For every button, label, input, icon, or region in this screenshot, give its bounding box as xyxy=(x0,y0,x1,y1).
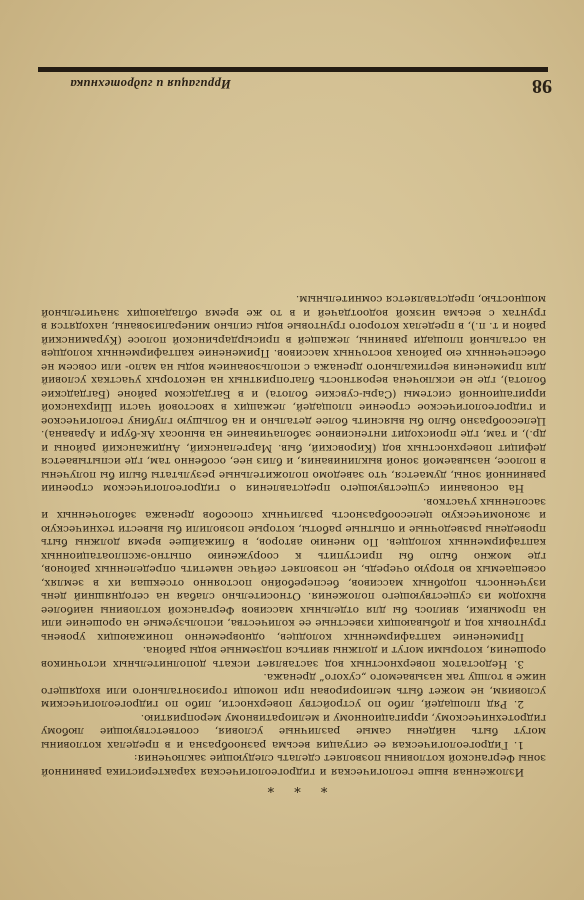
page-number: 98 xyxy=(532,75,552,97)
page-header xyxy=(36,76,552,98)
page-body xyxy=(41,104,546,794)
running-title: Ирригация и гидротехника xyxy=(70,77,231,91)
section-separator: * * * xyxy=(259,779,328,794)
header-thick-rule xyxy=(38,67,548,72)
body-paragraph: На основании существующего представления о гидрогеологическом строении равнинной зоны, думается, что заведомо положительные результаты были бы получены в полосе, называемой зоной выклинивания, и близ нее, особенно там, где испытывается дефицит поверхностных вод (Кировский, быв. Маргеланский, Андижанский районы и др.), и там, где происходит интенсивное заболачивание на выносах Ак-бури и Аравана). Целесообразно было бы выяснить более детально и на большую глубину геологическое и гидрогеологическое строение площадей, лежащих в хвостовой части Ширханской ирригационной системы (Сары-сувские болота) и в Багдадском районе (Багдадские болота), где не исключена вероятность благоприятных на некоторых участках условий для применения вертикального дренажа с использованием воды на мало- или совсем не обеспеченных ею районах восточных массивов. Применение каптафирменных колодцев на остальной площади равнины, лежащей в присырдарьинской полосе (Кураминский район и т. п.), в пределах которого грунтовые воды сильно минерализованы, находятся в грунтах с весьма низкой водоотдачей и в то же время обладающих значительной мощностью, представляется сомнительным. xyxy=(41,293,546,495)
conclusion-item-2: 2. Ряд площадей, либо по устройству поверхности, либо по гидрогеологическим условиям, не может быть мелиорирован при помощи горизонтального или входящего ниже в толщу так называемого „сухого“ дренажа. xyxy=(41,671,546,711)
intro-paragraph: Изложенная выше геологическая и гидрогеологическая характеристика равнинной зоны Ферганской котловины позволяет сделать следующие заключения: xyxy=(41,752,546,778)
conclusion-item-1: 1. Гидрогеологическая ее ситуация весьма разнообразна и в пределах котловины могут быть найдены самые различные условия, соответствующие любому гидротехническому, ирригационному и мелиоративному мероприятию. xyxy=(41,712,546,751)
body-paragraph: Применение каптафирменных колодцев, одновременно понижающих уровень грунтовых вод и добывающих известные ее количества, используемые на орошение или на промывки, явилось бы для отдельных массивов Ферганской котловины наиболее выходом из существующего положения. Относительно слабая на сегодняшний день изученность подобных массивов, бесперебойно постоянно отсекшая их в землях, освещаемых во вторую очередь, не позволяет сейчас наметить определенных районов, где можно было бы приступить к сооружению опытно-эксплоатационных каптафирменных колодцев. По мнению авторов, в ближайшее время должны быть проведены разведочные и опытные работы, которые позволили бы вывести техническую и экономическую целесообразность различных способов дренажа заболоченных и засоленных участков. xyxy=(41,496,546,643)
conclusion-item-3: 3. Недостаток поверхностных вод заставляет искать дополнительных источников орошения, которыми могут и должны явиться подземные воды района. xyxy=(41,644,546,670)
